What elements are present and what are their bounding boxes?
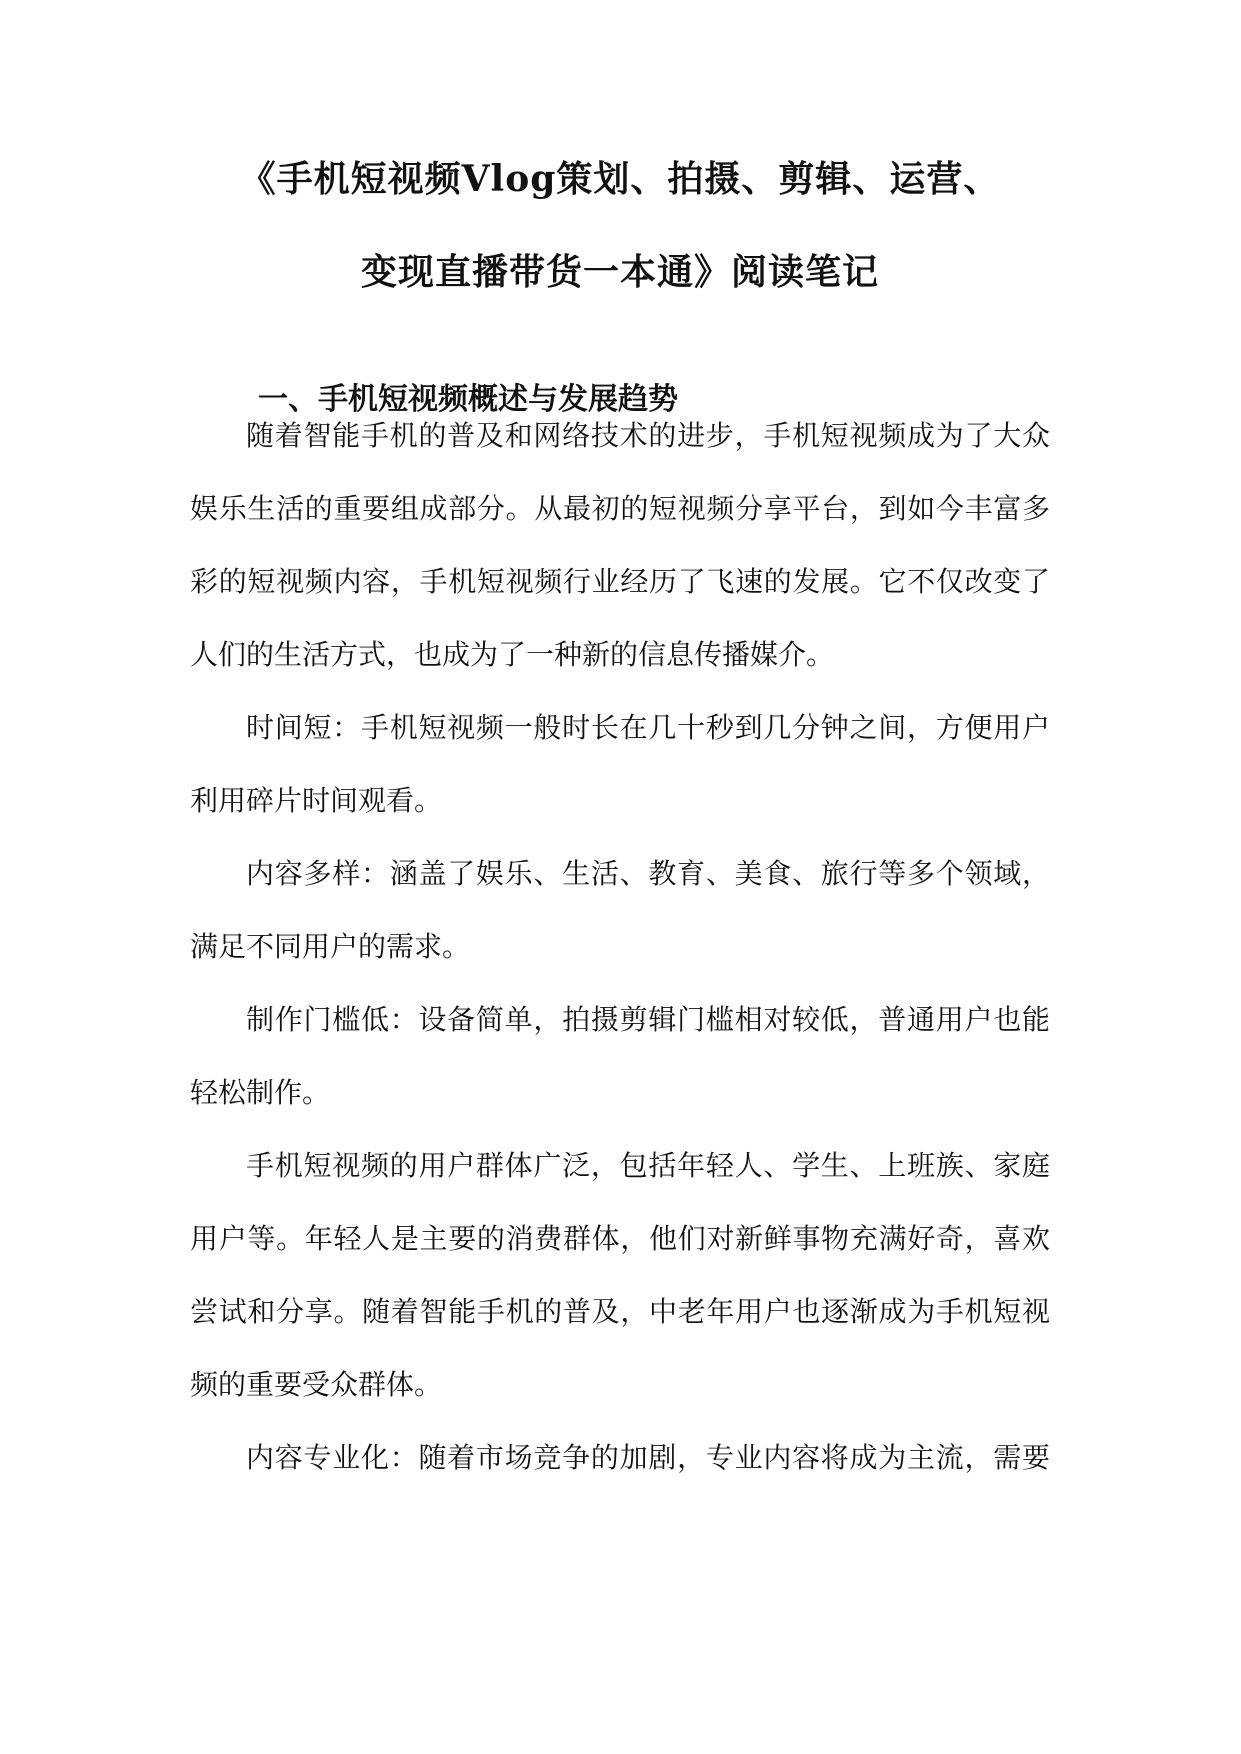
paragraph-line: 利用碎片时间观看。 bbox=[190, 784, 443, 817]
paragraph-line: 满足不同用户的需求。 bbox=[190, 930, 471, 963]
paragraph-line: 随着智能手机的普及和网络技术的进步，手机短视频成为了大众 bbox=[246, 419, 1050, 452]
document-title-line-2: 变现直播带货一本通》阅读笔记 bbox=[360, 251, 879, 293]
paragraph-line: 时间短：手机短视频一般时长在几十秒到几分钟之间，方便用户 bbox=[246, 711, 1050, 744]
paragraph-line: 尝试和分享。随着智能手机的普及，中老年用户也逐渐成为手机短视 bbox=[190, 1295, 1050, 1328]
section-heading: 一、手机短视频概述与发展趋势 bbox=[258, 382, 678, 417]
paragraph-line: 频的重要受众群体。 bbox=[190, 1368, 443, 1401]
paragraph-line: 轻松制作。 bbox=[190, 1076, 331, 1109]
paragraph-line: 人们的生活方式，也成为了一种新的信息传播媒介。 bbox=[190, 638, 835, 671]
paragraph-line: 内容多样：涵盖了娱乐、生活、教育、美食、旅行等多个领域， bbox=[246, 857, 1050, 890]
document-title-line-1: 《手机短视频Vlog策划、拍摄、剪辑、运营、 bbox=[239, 158, 1001, 200]
paragraph-line: 手机短视频的用户群体广泛，包括年轻人、学生、上班族、家庭 bbox=[246, 1149, 1050, 1182]
paragraph-line: 娱乐生活的重要组成部分。从最初的短视频分享平台，到如今丰富多 bbox=[190, 492, 1050, 525]
paragraph-line: 彩的短视频内容，手机短视频行业经历了飞速的发展。它不仅改变了 bbox=[190, 565, 1050, 598]
paragraph-line: 内容专业化：随着市场竞争的加剧，专业内容将成为主流，需要 bbox=[246, 1441, 1050, 1474]
paragraph-line: 制作门槛低：设备简单，拍摄剪辑门槛相对较低，普通用户也能 bbox=[246, 1003, 1050, 1036]
paragraph-line: 用户等。年轻人是主要的消费群体，他们对新鲜事物充满好奇，喜欢 bbox=[190, 1222, 1050, 1255]
